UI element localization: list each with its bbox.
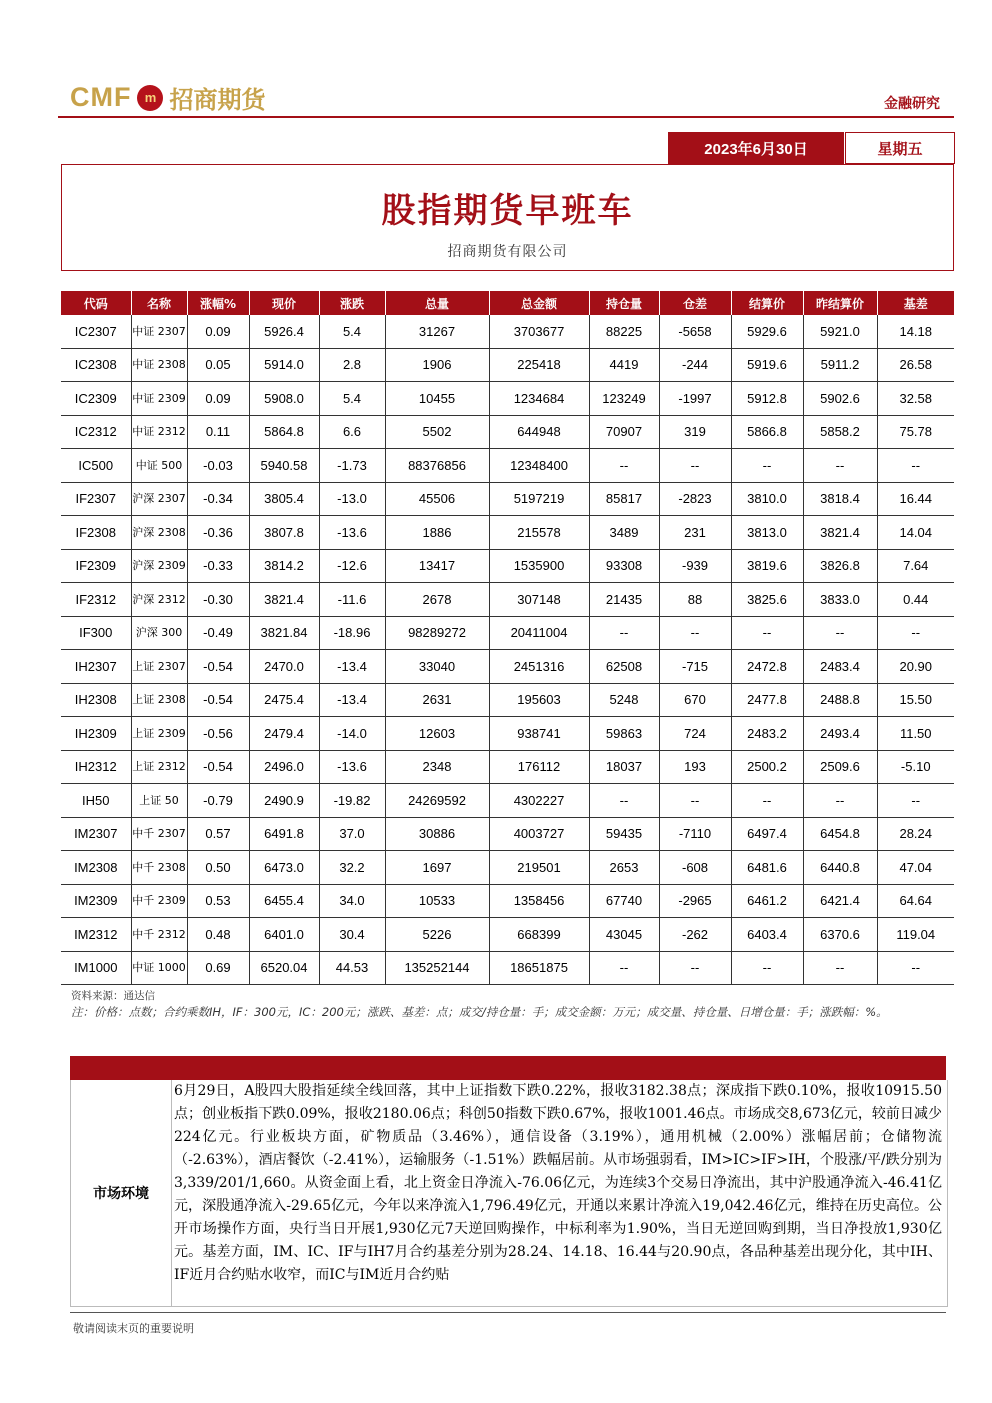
table-cell: 中证 2312 bbox=[131, 415, 187, 449]
table-cell: 3826.8 bbox=[803, 549, 877, 583]
table-cell: 中证 1000 bbox=[131, 951, 187, 985]
table-cell: -0.54 bbox=[187, 683, 249, 717]
header-divider bbox=[58, 116, 954, 118]
table-cell: 5866.8 bbox=[731, 415, 803, 449]
table-cell: -- bbox=[877, 784, 954, 818]
table-cell: -- bbox=[659, 951, 731, 985]
table-row bbox=[61, 784, 954, 818]
market-environment-label: 市场环境 bbox=[71, 1080, 172, 1306]
table-cell: 32.58 bbox=[877, 382, 954, 416]
table-cell: 319 bbox=[659, 415, 731, 449]
table-cell: 1906 bbox=[385, 348, 489, 382]
table-cell: 62508 bbox=[589, 650, 659, 684]
table-cell: 2653 bbox=[589, 851, 659, 885]
table-cell: 0.11 bbox=[187, 415, 249, 449]
table-cell: -715 bbox=[659, 650, 731, 684]
table-cell: 5908.0 bbox=[249, 382, 319, 416]
table-row bbox=[61, 482, 954, 516]
table-cell: -- bbox=[877, 616, 954, 650]
table-cell: 2475.4 bbox=[249, 683, 319, 717]
table-row bbox=[61, 918, 954, 952]
table-cell: -0.49 bbox=[187, 616, 249, 650]
table-cell: 上证 2307 bbox=[131, 650, 187, 684]
table-cell: 88376856 bbox=[385, 449, 489, 483]
table-cell: 5502 bbox=[385, 415, 489, 449]
table-cell: 3814.2 bbox=[249, 549, 319, 583]
table-row bbox=[61, 817, 954, 851]
table-row bbox=[61, 415, 954, 449]
table-row bbox=[61, 616, 954, 650]
table-cell: IF2307 bbox=[61, 482, 131, 516]
table-cell: -608 bbox=[659, 851, 731, 885]
report-weekday: 星期五 bbox=[845, 132, 955, 164]
table-cell: 10455 bbox=[385, 382, 489, 416]
table-cell: 18651875 bbox=[489, 951, 589, 985]
table-cell: IF300 bbox=[61, 616, 131, 650]
table-cell: 0.57 bbox=[187, 817, 249, 851]
table-cell: 2678 bbox=[385, 583, 489, 617]
table-cell: IC500 bbox=[61, 449, 131, 483]
title-box bbox=[61, 164, 954, 271]
table-cell: 沪深 2307 bbox=[131, 482, 187, 516]
table-cell: 0.05 bbox=[187, 348, 249, 382]
table-cell: -0.03 bbox=[187, 449, 249, 483]
column-header: 名称 bbox=[131, 291, 187, 315]
logo-badge-icon: m bbox=[137, 85, 163, 111]
table-cell: 5911.2 bbox=[803, 348, 877, 382]
table-cell: 2500.2 bbox=[731, 750, 803, 784]
table-cell: 3821.84 bbox=[249, 616, 319, 650]
table-cell: 6455.4 bbox=[249, 884, 319, 918]
table-cell: -939 bbox=[659, 549, 731, 583]
table-cell: -7110 bbox=[659, 817, 731, 851]
market-environment-section bbox=[70, 1080, 948, 1307]
table-cell: 2483.4 bbox=[803, 650, 877, 684]
table-cell: 724 bbox=[659, 717, 731, 751]
table-cell: 6401.0 bbox=[249, 918, 319, 952]
table-row bbox=[61, 449, 954, 483]
table-cell: 2348 bbox=[385, 750, 489, 784]
table-cell: 15.50 bbox=[877, 683, 954, 717]
table-cell: 3821.4 bbox=[249, 583, 319, 617]
column-header: 涨幅% bbox=[187, 291, 249, 315]
table-cell: 6481.6 bbox=[731, 851, 803, 885]
table-cell: IH2309 bbox=[61, 717, 131, 751]
column-header: 涨跌 bbox=[319, 291, 385, 315]
table-cell: -- bbox=[731, 784, 803, 818]
table-cell: -0.56 bbox=[187, 717, 249, 751]
column-header: 基差 bbox=[877, 291, 954, 315]
table-cell: 88 bbox=[659, 583, 731, 617]
table-cell: 沪深 2312 bbox=[131, 583, 187, 617]
table-cell: -- bbox=[589, 784, 659, 818]
table-note: 注：价格：点数；合约乘数IH，IF：300元，IC：200元；涨跌、基差：点；成交/持仓量：手；成交金额：万元；成交量、持仓量、日增仓量：手；涨跌幅：%。 bbox=[71, 1005, 888, 1019]
table-cell: 14.04 bbox=[877, 516, 954, 550]
table-cell: 26.58 bbox=[877, 348, 954, 382]
table-cell: -- bbox=[803, 784, 877, 818]
column-header: 昨结算价 bbox=[803, 291, 877, 315]
table-cell: 0.48 bbox=[187, 918, 249, 952]
table-cell: 13417 bbox=[385, 549, 489, 583]
table-row bbox=[61, 683, 954, 717]
table-cell: 6497.4 bbox=[731, 817, 803, 851]
table-cell: 1697 bbox=[385, 851, 489, 885]
table-cell: 中证 2308 bbox=[131, 348, 187, 382]
table-row bbox=[61, 650, 954, 684]
data-source: 资料来源：通达信 bbox=[71, 990, 155, 1002]
table-cell: 2631 bbox=[385, 683, 489, 717]
table-cell: 47.04 bbox=[877, 851, 954, 885]
table-cell: 中千 2308 bbox=[131, 851, 187, 885]
table-cell: 225418 bbox=[489, 348, 589, 382]
table-cell: 3807.8 bbox=[249, 516, 319, 550]
table-cell: 5.4 bbox=[319, 315, 385, 348]
table-cell: 3821.4 bbox=[803, 516, 877, 550]
table-cell: 0.09 bbox=[187, 315, 249, 348]
table-cell: -- bbox=[659, 784, 731, 818]
table-cell: -- bbox=[877, 951, 954, 985]
table-cell: 5197219 bbox=[489, 482, 589, 516]
report-date: 2023年6月30日 bbox=[668, 132, 844, 164]
table-cell: 7.64 bbox=[877, 549, 954, 583]
column-header: 总金额 bbox=[489, 291, 589, 315]
table-cell: -- bbox=[589, 616, 659, 650]
table-cell: -- bbox=[731, 449, 803, 483]
table-cell: -1.73 bbox=[319, 449, 385, 483]
table-cell: 34.0 bbox=[319, 884, 385, 918]
table-cell: 6491.8 bbox=[249, 817, 319, 851]
table-cell: -2965 bbox=[659, 884, 731, 918]
company-logo bbox=[70, 80, 265, 115]
table-cell: 59435 bbox=[589, 817, 659, 851]
table-cell: 123249 bbox=[589, 382, 659, 416]
table-cell: 沪深 2309 bbox=[131, 549, 187, 583]
table-row bbox=[61, 315, 954, 348]
table-cell: -13.0 bbox=[319, 482, 385, 516]
table-cell: 6421.4 bbox=[803, 884, 877, 918]
table-cell: -13.6 bbox=[319, 750, 385, 784]
table-cell: 31267 bbox=[385, 315, 489, 348]
table-cell: -- bbox=[589, 951, 659, 985]
table-cell: 上证 2309 bbox=[131, 717, 187, 751]
table-cell: -- bbox=[803, 449, 877, 483]
table-cell: 135252144 bbox=[385, 951, 489, 985]
table-cell: 0.09 bbox=[187, 382, 249, 416]
table-cell: 3825.6 bbox=[731, 583, 803, 617]
table-row bbox=[61, 851, 954, 885]
table-cell: 6473.0 bbox=[249, 851, 319, 885]
table-cell: 5929.6 bbox=[731, 315, 803, 348]
table-cell: 6.6 bbox=[319, 415, 385, 449]
table-cell: -- bbox=[731, 951, 803, 985]
column-header: 仓差 bbox=[659, 291, 731, 315]
table-cell: 32.2 bbox=[319, 851, 385, 885]
table-cell: 2483.2 bbox=[731, 717, 803, 751]
market-environment-text: 6月29日，A股四大股指延续全线回落，其中上证指数下跌0.22%，报收3182.38点；深成指下跌0.10%，报收10915.50点；创业板指下跌0.09%，报收2180.06点；科创50指数下跌0.67%，报收1001.46点。市场成交8,673亿元，较前日减少224亿元。行业板块方面，矿物质品（3.46%），通信设备（3.19%），通用机械（2.00%）涨幅居前；仓储物流（-2.63%），酒店餐饮（-2.41%），运输服务（-1.51%）跌幅居前。从市场强弱看，IM>IC>IF>IH，个股涨/平/跌分别为 3,339/201/1,660。从资金面上看，北上资金日净流入-76.06亿元，为连续3个交易日净流出，其中沪股通净流入-46.41亿元，深股通净流入-29.65亿元，今年以来净流入1,796.49亿元，开通以来累计净流入19,042.46亿元，维持在历史高位。公开市场操作方面，央行当日开展1,930亿元7天逆回购操作，中标利率为1.90%，当日无逆回购到期，当日净投放1,930亿元。基差方面，IM、IC、IF与IH7月合约基差分别为28.24、14.18、16.44与20.90点，各品种基差出现分化，其中IH、IF近月合约贴水收窄，而IC与IM近月合约贴 bbox=[174, 1083, 942, 1283]
table-cell: 20.90 bbox=[877, 650, 954, 684]
table-cell: -262 bbox=[659, 918, 731, 952]
table-cell: 0.53 bbox=[187, 884, 249, 918]
table-cell: IC2312 bbox=[61, 415, 131, 449]
table-cell: 3813.0 bbox=[731, 516, 803, 550]
section-bar bbox=[70, 1056, 946, 1080]
table-cell: 67740 bbox=[589, 884, 659, 918]
column-header: 总量 bbox=[385, 291, 489, 315]
table-cell: 2479.4 bbox=[249, 717, 319, 751]
table-cell: 98289272 bbox=[385, 616, 489, 650]
table-cell: 5902.6 bbox=[803, 382, 877, 416]
table-cell: 24269592 bbox=[385, 784, 489, 818]
table-cell: 6461.2 bbox=[731, 884, 803, 918]
table-cell: 中千 2309 bbox=[131, 884, 187, 918]
table-row bbox=[61, 951, 954, 985]
table-cell: -5658 bbox=[659, 315, 731, 348]
table-cell: 12603 bbox=[385, 717, 489, 751]
table-cell: 2451316 bbox=[489, 650, 589, 684]
table-cell: 5858.2 bbox=[803, 415, 877, 449]
table-cell: 3805.4 bbox=[249, 482, 319, 516]
table-cell: 6440.8 bbox=[803, 851, 877, 885]
table-cell: 0.44 bbox=[877, 583, 954, 617]
table-cell: 30.4 bbox=[319, 918, 385, 952]
table-cell: 2.8 bbox=[319, 348, 385, 382]
table-cell: IC2307 bbox=[61, 315, 131, 348]
table-cell: 2488.8 bbox=[803, 683, 877, 717]
table-cell: 215578 bbox=[489, 516, 589, 550]
table-cell: -13.4 bbox=[319, 683, 385, 717]
table-cell: 3489 bbox=[589, 516, 659, 550]
table-cell: -0.79 bbox=[187, 784, 249, 818]
table-cell: 5864.8 bbox=[249, 415, 319, 449]
table-cell: 119.04 bbox=[877, 918, 954, 952]
table-cell: -0.54 bbox=[187, 650, 249, 684]
company-name: 招商期货有限公司 bbox=[447, 244, 568, 260]
table-cell: 20411004 bbox=[489, 616, 589, 650]
table-cell: -244 bbox=[659, 348, 731, 382]
table-cell: -0.30 bbox=[187, 583, 249, 617]
table-cell: 5226 bbox=[385, 918, 489, 952]
table-cell: 4302227 bbox=[489, 784, 589, 818]
table-cell: 5.4 bbox=[319, 382, 385, 416]
table-cell: 5914.0 bbox=[249, 348, 319, 382]
table-row bbox=[61, 549, 954, 583]
table-cell: -- bbox=[589, 449, 659, 483]
table-cell: 1234684 bbox=[489, 382, 589, 416]
table-cell: 231 bbox=[659, 516, 731, 550]
table-cell: 670 bbox=[659, 683, 731, 717]
table-cell: -12.6 bbox=[319, 549, 385, 583]
table-cell: 64.64 bbox=[877, 884, 954, 918]
table-cell: -0.34 bbox=[187, 482, 249, 516]
table-cell: -5.10 bbox=[877, 750, 954, 784]
table-cell: 3833.0 bbox=[803, 583, 877, 617]
table-cell: 中证 2307 bbox=[131, 315, 187, 348]
table-cell: IC2309 bbox=[61, 382, 131, 416]
table-cell: 0.69 bbox=[187, 951, 249, 985]
table-cell: -18.96 bbox=[319, 616, 385, 650]
logo-chinese-text: 招商期货 bbox=[169, 86, 266, 114]
table-cell: 2493.4 bbox=[803, 717, 877, 751]
table-cell: 1358456 bbox=[489, 884, 589, 918]
table-cell: -2823 bbox=[659, 482, 731, 516]
table-cell: 2509.6 bbox=[803, 750, 877, 784]
table-header-row bbox=[61, 291, 954, 315]
table-cell: 668399 bbox=[489, 918, 589, 952]
table-cell: 6454.8 bbox=[803, 817, 877, 851]
table-cell: 3819.6 bbox=[731, 549, 803, 583]
table-row bbox=[61, 750, 954, 784]
table-cell: IH2312 bbox=[61, 750, 131, 784]
column-header: 现价 bbox=[249, 291, 319, 315]
table-cell: -0.33 bbox=[187, 549, 249, 583]
table-row bbox=[61, 348, 954, 382]
table-cell: 43045 bbox=[589, 918, 659, 952]
table-cell: 上证 50 bbox=[131, 784, 187, 818]
table-cell: 88225 bbox=[589, 315, 659, 348]
table-cell: IC2308 bbox=[61, 348, 131, 382]
table-cell: 中千 2312 bbox=[131, 918, 187, 952]
table-cell: 75.78 bbox=[877, 415, 954, 449]
table-cell: 307148 bbox=[489, 583, 589, 617]
table-cell: -- bbox=[803, 616, 877, 650]
table-cell: IF2308 bbox=[61, 516, 131, 550]
table-cell: 21435 bbox=[589, 583, 659, 617]
table-cell: 0.50 bbox=[187, 851, 249, 885]
table-cell: 59863 bbox=[589, 717, 659, 751]
table-cell: 3818.4 bbox=[803, 482, 877, 516]
table-cell: -0.54 bbox=[187, 750, 249, 784]
column-header: 持仓量 bbox=[589, 291, 659, 315]
table-cell: IM2308 bbox=[61, 851, 131, 885]
column-header: 代码 bbox=[61, 291, 131, 315]
page-title: 股指期货早班车 bbox=[381, 191, 634, 231]
footer-disclaimer: 敬请阅读末页的重要说明 bbox=[73, 1322, 194, 1335]
table-cell: 6403.4 bbox=[731, 918, 803, 952]
table-cell: 1886 bbox=[385, 516, 489, 550]
table-cell: 6520.04 bbox=[249, 951, 319, 985]
table-cell: 16.44 bbox=[877, 482, 954, 516]
table-cell: -1997 bbox=[659, 382, 731, 416]
table-cell: 5919.6 bbox=[731, 348, 803, 382]
table-cell: 2477.8 bbox=[731, 683, 803, 717]
table-cell: IM2309 bbox=[61, 884, 131, 918]
table-cell: 85817 bbox=[589, 482, 659, 516]
table-cell: -14.0 bbox=[319, 717, 385, 751]
table-cell: 6370.6 bbox=[803, 918, 877, 952]
table-cell: -- bbox=[659, 449, 731, 483]
table-cell: 193 bbox=[659, 750, 731, 784]
table-cell: 2470.0 bbox=[249, 650, 319, 684]
table-cell: 37.0 bbox=[319, 817, 385, 851]
table-cell: -- bbox=[659, 616, 731, 650]
table-cell: -- bbox=[803, 951, 877, 985]
table-cell: 30886 bbox=[385, 817, 489, 851]
logo-cmf-text: CMF bbox=[70, 82, 132, 112]
column-header: 结算价 bbox=[731, 291, 803, 315]
table-cell: 4003727 bbox=[489, 817, 589, 851]
table-cell: 219501 bbox=[489, 851, 589, 885]
table-cell: 3703677 bbox=[489, 315, 589, 348]
table-cell: 5248 bbox=[589, 683, 659, 717]
table-cell: 11.50 bbox=[877, 717, 954, 751]
table-cell: -- bbox=[731, 616, 803, 650]
table-cell: -0.36 bbox=[187, 516, 249, 550]
table-cell: 上证 2308 bbox=[131, 683, 187, 717]
table-cell: 28.24 bbox=[877, 817, 954, 851]
table-cell: 1535900 bbox=[489, 549, 589, 583]
table-cell: 2496.0 bbox=[249, 750, 319, 784]
table-cell: -13.4 bbox=[319, 650, 385, 684]
table-cell: 4419 bbox=[589, 348, 659, 382]
table-row bbox=[61, 884, 954, 918]
table-cell: IH50 bbox=[61, 784, 131, 818]
table-cell: 93308 bbox=[589, 549, 659, 583]
table-cell: 中千 2307 bbox=[131, 817, 187, 851]
table-cell: 14.18 bbox=[877, 315, 954, 348]
table-cell: IF2312 bbox=[61, 583, 131, 617]
table-cell: 中证 2309 bbox=[131, 382, 187, 416]
table-row bbox=[61, 382, 954, 416]
table-cell: 44.53 bbox=[319, 951, 385, 985]
table-cell: -- bbox=[877, 449, 954, 483]
table-cell: 5912.8 bbox=[731, 382, 803, 416]
table-cell: 3810.0 bbox=[731, 482, 803, 516]
table-cell: 5940.58 bbox=[249, 449, 319, 483]
table-cell: -19.82 bbox=[319, 784, 385, 818]
table-cell: IM2312 bbox=[61, 918, 131, 952]
table-cell: 45506 bbox=[385, 482, 489, 516]
table-cell: 沪深 300 bbox=[131, 616, 187, 650]
futures-table bbox=[61, 291, 954, 985]
table-cell: IH2308 bbox=[61, 683, 131, 717]
table-cell: IM2307 bbox=[61, 817, 131, 851]
table-cell: 33040 bbox=[385, 650, 489, 684]
table-cell: 上证 2312 bbox=[131, 750, 187, 784]
footer-divider bbox=[70, 1312, 946, 1313]
table-cell: 沪深 2308 bbox=[131, 516, 187, 550]
table-row bbox=[61, 583, 954, 617]
department-label: 金融研究 bbox=[884, 96, 940, 112]
table-row bbox=[61, 717, 954, 751]
table-cell: -13.6 bbox=[319, 516, 385, 550]
table-cell: 18037 bbox=[589, 750, 659, 784]
table-cell: 70907 bbox=[589, 415, 659, 449]
table-cell: IH2307 bbox=[61, 650, 131, 684]
table-cell: 中证 500 bbox=[131, 449, 187, 483]
table-cell: -11.6 bbox=[319, 583, 385, 617]
table-cell: 5926.4 bbox=[249, 315, 319, 348]
table-row bbox=[61, 516, 954, 550]
table-cell: 2472.8 bbox=[731, 650, 803, 684]
table-cell: 644948 bbox=[489, 415, 589, 449]
table-cell: 176112 bbox=[489, 750, 589, 784]
table-cell: 10533 bbox=[385, 884, 489, 918]
table-cell: IM1000 bbox=[61, 951, 131, 985]
table-cell: 12348400 bbox=[489, 449, 589, 483]
table-cell: 195603 bbox=[489, 683, 589, 717]
table-cell: 2490.9 bbox=[249, 784, 319, 818]
table-cell: 5921.0 bbox=[803, 315, 877, 348]
table-cell: 938741 bbox=[489, 717, 589, 751]
table-cell: IF2309 bbox=[61, 549, 131, 583]
